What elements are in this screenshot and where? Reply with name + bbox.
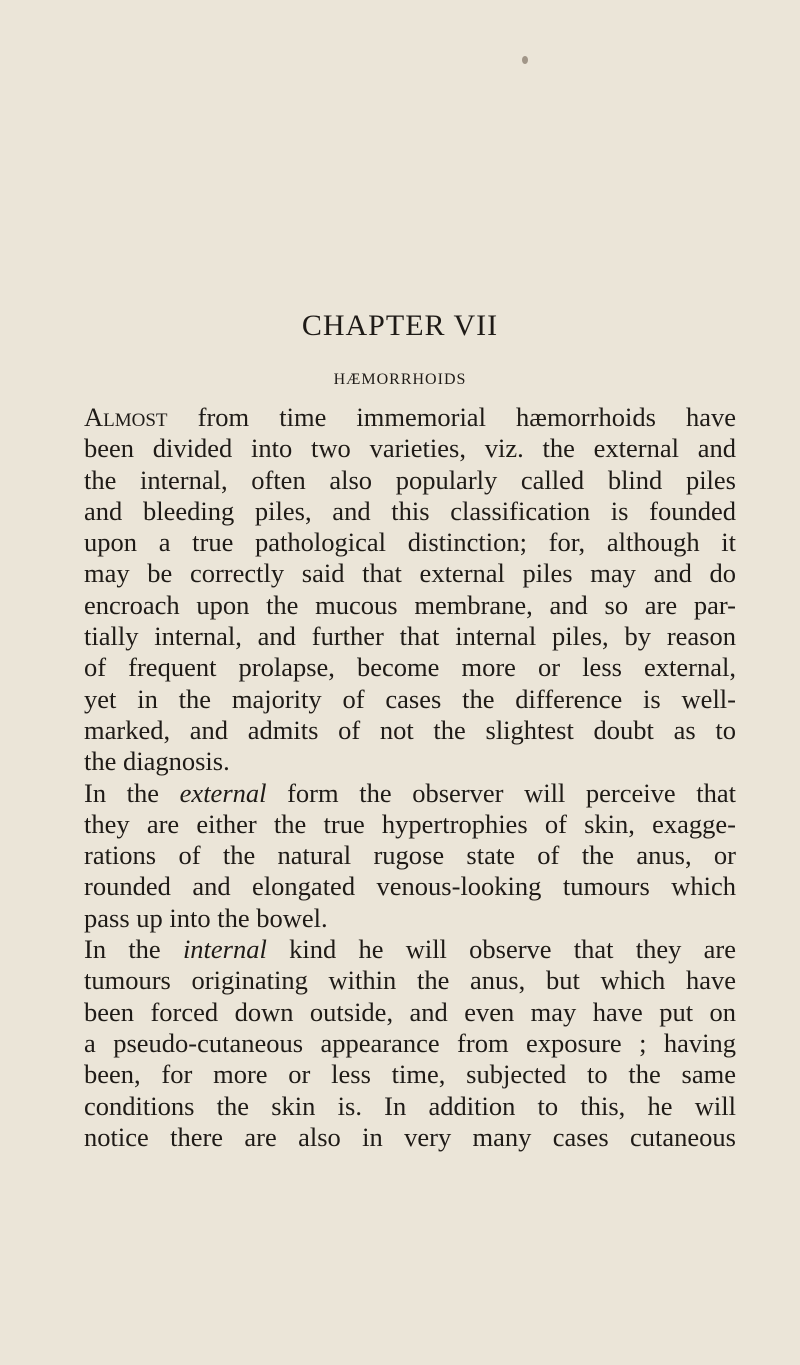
paragraph-3-emphasis: internal: [182, 934, 267, 965]
paragraph-2-line-4: rounded and elongated venous-looking tumours which: [84, 871, 736, 902]
paragraph-3-prefix: In the: [84, 934, 183, 965]
body-text: [84, 402, 736, 1153]
paragraph-3-suffix: kind he will observe that they are: [266, 934, 736, 965]
paragraph-3-line-6: conditions the skin is. In addition to this, he will: [84, 1090, 736, 1121]
paragraph-1-line-11: marked, and admits of not the slightest doubt as to: [84, 714, 736, 745]
paragraph-1-first-word: Almost: [84, 402, 168, 432]
paragraph-1-line-8: tially internal, and further that internal piles, by reason: [84, 621, 736, 652]
paragraph-3-line-2: tumours originating within the anus, but which have: [84, 965, 736, 996]
paragraph-1-line-1-text: from time immemorial hæmorrhoids have: [167, 402, 736, 432]
paragraph-2-line-1: [84, 778, 736, 809]
paragraph-1-line-3: the internal, often also popularly called blind piles: [84, 464, 736, 495]
section-title: HÆMORRHOIDS: [333, 371, 467, 388]
paragraph-3-line-7: notice there are also in very many cases cutaneous: [84, 1121, 736, 1152]
paragraph-3-line-1: [84, 934, 736, 965]
paragraph-1-line-7: encroach upon the mucous membrane, and so are par-: [84, 589, 736, 620]
paragraph-2-suffix: form the observer will perceive that: [266, 777, 736, 808]
paragraph-2-emphasis: external: [179, 777, 267, 808]
paragraph-1-line-10: yet in the majority of cases the difference is well-: [84, 683, 736, 714]
paragraph-2-line-3: rations of the natural rugose state of the anus, or: [84, 840, 736, 871]
paragraph-1-line-4: and bleeding piles, and this classification is founded: [84, 495, 736, 526]
paragraph-3-line-5: been, for more or less time, subjected to the same: [84, 1059, 736, 1090]
page-speck: [522, 56, 528, 64]
paragraph-3-line-3: been forced down outside, and even may have put on: [84, 996, 736, 1027]
chapter-title: CHAPTER VII: [301, 309, 499, 342]
paragraph-3-line-4: a pseudo-cutaneous appearance from exposure ; having: [84, 1027, 736, 1058]
paragraph-1-line-6: may be correctly said that external piles may and do: [84, 558, 736, 589]
paragraph-1-line-2: been divided into two varieties, viz. the external and: [84, 433, 736, 464]
paragraph-1-line-5: upon a true pathological distinction; for, although it: [84, 527, 736, 558]
paragraph-2-prefix: In the: [84, 777, 180, 808]
paragraph-2-line-5: pass up into the bowel.: [84, 902, 328, 933]
paragraph-1-line-12: the diagnosis.: [84, 746, 230, 777]
paragraph-2-line-2: they are either the true hypertrophies of skin, exagge-: [84, 808, 736, 839]
paragraph-1-line-1: [84, 402, 736, 433]
paragraph-1-line-9: of frequent prolapse, become more or less external,: [84, 652, 736, 683]
